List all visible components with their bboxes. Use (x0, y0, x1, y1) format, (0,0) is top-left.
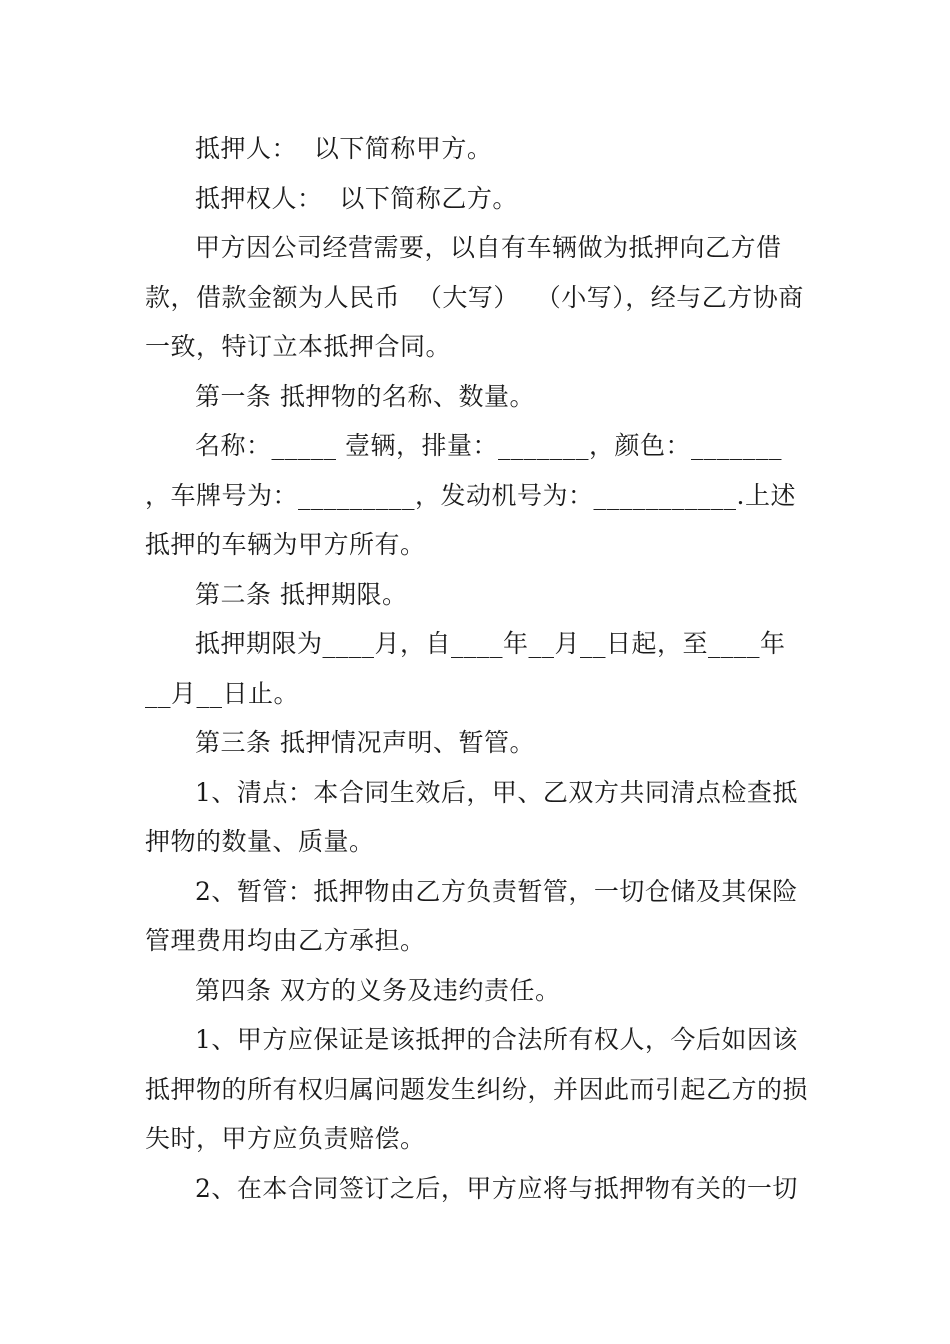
mortgagee-line: 抵押权人： 以下简称乙方。 (195, 183, 518, 213)
ownership-warranty-clause: 1、甲方应保证是该抵押的合法所有权人，今后如因该抵押物的所有权归属问题发生纠纷，并因此而引起乙方的损失时，甲方应负责赔偿。 (145, 1025, 809, 1153)
article-1-heading: 第一条 抵押物的名称、数量。 (195, 381, 535, 411)
article-3-heading: 第三条 抵押情况声明、暂管。 (195, 728, 535, 757)
document-body (145, 124, 810, 1213)
loan-purpose-paragraph: 甲方因公司经营需要，以自有车辆做为抵押向乙方借款，借款金额为人民币 （大写） （小写），经与乙方协商一致，特订立本抵押合同。 (145, 233, 804, 361)
article-2-heading: 第二条 抵押期限。 (195, 579, 408, 609)
article-4-heading: 第四条 双方的义务及违约责任。 (195, 975, 561, 1005)
post-signing-clause: 2、在本合同签订之后，甲方应将与抵押物有关的一切 (195, 1173, 798, 1203)
vehicle-details-paragraph: 名称：_____ 壹辆，排量：_______，颜色：_______ ，车牌号为：_________，发动机号为：___________.上述抵押的车辆为甲方所有。 (145, 431, 796, 559)
custody-clause: 2、暂管：抵押物由乙方负责暂管，一切仓储及其保险管理费用均由乙方承担。 (145, 876, 798, 955)
mortgage-term-paragraph: 抵押期限为____月，自____年__月__日起，至____年__月__日止。 (145, 629, 786, 708)
mortgagor-line: 抵押人： 以下简称甲方。 (195, 134, 493, 163)
inventory-clause: 1、清点：本合同生效后，甲、乙双方共同清点检查抵押物的数量、质量。 (145, 777, 798, 856)
